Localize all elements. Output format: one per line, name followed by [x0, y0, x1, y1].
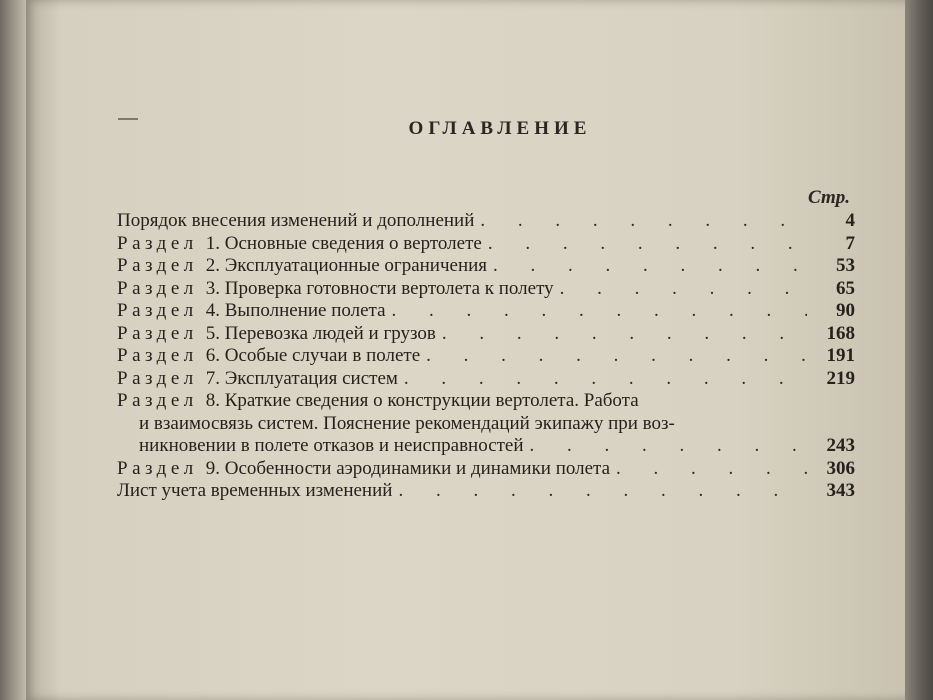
toc-entry: [117, 323, 855, 346]
toc-entry-title: 9. Особенности аэродинамики и динамики полета: [205, 457, 611, 479]
toc-entry: [117, 480, 855, 503]
toc-page-number: 243: [826, 435, 855, 456]
toc-entry: [117, 390, 855, 413]
dot-leader: [392, 300, 807, 323]
toc-entry-continuation: [117, 413, 855, 436]
toc-entry-continuation: [117, 435, 855, 458]
toc-page-number: 306: [826, 457, 855, 479]
dot-leader: [404, 368, 807, 391]
dot-leader: [530, 435, 807, 458]
toc-page-number: 219: [826, 367, 855, 389]
toc-entry-title: 6. Особые случаи в полете: [205, 345, 421, 366]
toc-page-number: 65: [836, 277, 855, 299]
toc-section-prefix: Раздел: [117, 255, 198, 276]
toc-entry-title: 7. Эксплуатация систем: [205, 367, 398, 389]
toc-entry-title: и взаимосвязь систем. Пояснение рекомендаций экипажу при воз-: [139, 412, 675, 434]
dot-leader: [616, 458, 807, 481]
toc-page-number: 4: [845, 210, 855, 231]
toc-section-prefix: Раздел: [117, 457, 198, 479]
toc-entry-title: 4. Выполнение полета: [205, 300, 386, 321]
toc-section-prefix: Раздел: [117, 367, 198, 389]
toc-entry-title: 1. Основные сведения о вертолете: [205, 232, 482, 254]
toc-entry-title: Лист учета временных изменений: [117, 480, 393, 501]
toc-entry-title: 5. Перевозка людей и грузов: [205, 322, 436, 344]
dot-leader: [442, 323, 807, 346]
toc-section-prefix: Раздел: [117, 322, 198, 344]
toc-section-prefix: Раздел: [117, 390, 198, 411]
toc-page-number: 53: [836, 255, 855, 276]
toc-entry: [117, 458, 855, 481]
toc-entry: [117, 300, 855, 323]
toc-entry: [117, 368, 855, 391]
toc-entry-title: Порядок внесения изменений и дополнений: [117, 210, 475, 231]
dot-leader: [398, 480, 807, 503]
toc-page-number: 90: [836, 300, 855, 321]
toc-entry: [117, 278, 855, 301]
toc-entry-title: 3. Проверка готовности вертолета к полету: [205, 277, 554, 299]
toc-section-prefix: Раздел: [117, 277, 198, 299]
toc-page-number: 168: [826, 322, 855, 344]
dot-leader: [480, 210, 807, 233]
toc-page-number: 343: [826, 480, 855, 501]
table-of-contents: [117, 210, 855, 503]
toc-section-prefix: Раздел: [117, 345, 198, 366]
toc-entry-title: 2. Эксплуатационные ограничения: [205, 255, 488, 276]
toc-section-prefix: Раздел: [117, 232, 198, 254]
toc-section-prefix: Раздел: [117, 300, 198, 321]
toc-entry: [117, 345, 855, 368]
page-title: ОГЛАВЛЕНИЕ: [408, 118, 592, 139]
dot-leader: [493, 255, 807, 278]
book-edge-right: [905, 0, 933, 700]
dot-leader: [560, 278, 807, 301]
dot-leader: [426, 345, 807, 368]
page-column-label: Стр.: [808, 187, 850, 208]
toc-entry: [117, 233, 855, 256]
toc-page-number: 191: [826, 345, 855, 366]
toc-entry-title: никновении в полете отказов и неисправностей: [139, 435, 524, 456]
toc-entry-title: 8. Краткие сведения о конструкции вертолета. Работа: [205, 390, 639, 411]
dot-leader: [488, 233, 807, 256]
print-mark: [118, 118, 138, 120]
toc-entry: [117, 255, 855, 278]
toc-entry: [117, 210, 855, 233]
toc-page-number: 7: [845, 232, 855, 254]
